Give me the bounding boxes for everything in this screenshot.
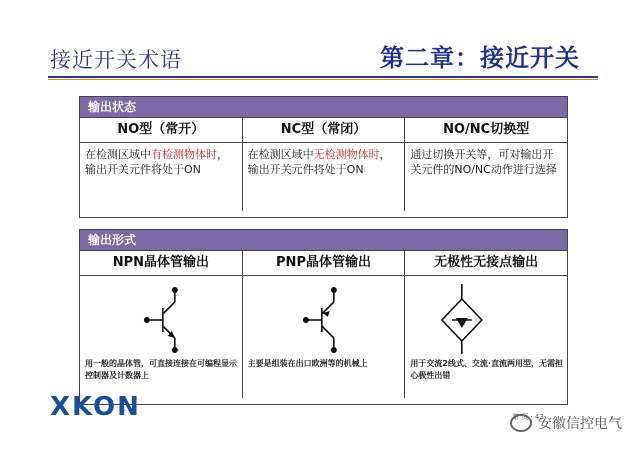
watermark-text: 安徽信控电气: [538, 416, 622, 432]
desc-text: ，输出开关元件将处于ON: [85, 148, 228, 176]
section-title: 接近开关术语: [50, 48, 182, 72]
column-title: NC型（常闭）: [243, 118, 405, 143]
column-note: 主要是组装在出口欧洲等的机械上: [247, 359, 368, 368]
column-body: [243, 276, 405, 398]
no-type-column: [80, 118, 243, 211]
nonpolar-contactless-icon: [405, 284, 567, 354]
nc-type-column: [243, 118, 406, 211]
nonpolar-column: [405, 251, 567, 398]
page-number: 第 页 · 43: [512, 413, 544, 421]
column-body: [405, 276, 567, 398]
column-title: NPN晶体管输出: [80, 251, 242, 276]
column-note: 用一般的晶体管，可直接连接在可编程显示控制器及计数器上: [85, 359, 237, 380]
npn-transistor-icon: [80, 284, 242, 354]
switchable-type-column: [405, 118, 567, 211]
column-note: 用于交流2线式、交流·直流两用型，无需担心极性出错: [410, 359, 563, 380]
column-description: [80, 143, 242, 211]
output-form-panel: [79, 229, 568, 405]
chapter-title: 第二章：接近开关: [380, 44, 580, 72]
column-description: [243, 143, 405, 211]
desc-text: 通过切换开关等，可对输出开关元件的NO/NC动作进行选择: [410, 148, 557, 176]
company-logo: XKON: [50, 392, 141, 422]
npn-column: [80, 251, 243, 398]
column-title: PNP晶体管输出: [243, 251, 405, 276]
header-rule: [48, 76, 598, 78]
column-title: NO型（常开）: [80, 118, 242, 143]
column-body: [80, 276, 242, 398]
column-description: [405, 143, 567, 211]
output-state-bar: 输出状态: [80, 97, 567, 118]
output-state-panel: [79, 96, 568, 218]
desc-text: 在检测区域中: [247, 148, 314, 161]
desc-text: 在检测区域中: [85, 148, 151, 161]
pnp-transistor-icon: [243, 284, 405, 354]
wechat-icon: [510, 414, 532, 432]
header-rule-accent: [48, 79, 598, 80]
pnp-column: [243, 251, 406, 398]
output-form-bar: 输出形式: [80, 230, 567, 251]
watermark: [510, 413, 622, 433]
desc-highlight: 无检测物体时: [313, 148, 380, 161]
column-title: NO/NC切换型: [405, 118, 567, 143]
column-title: 无极性无接点输出: [405, 251, 567, 276]
desc-highlight: 有检测物体时: [151, 148, 217, 161]
desc-text: ，输出开关元件将处于ON: [247, 148, 391, 176]
